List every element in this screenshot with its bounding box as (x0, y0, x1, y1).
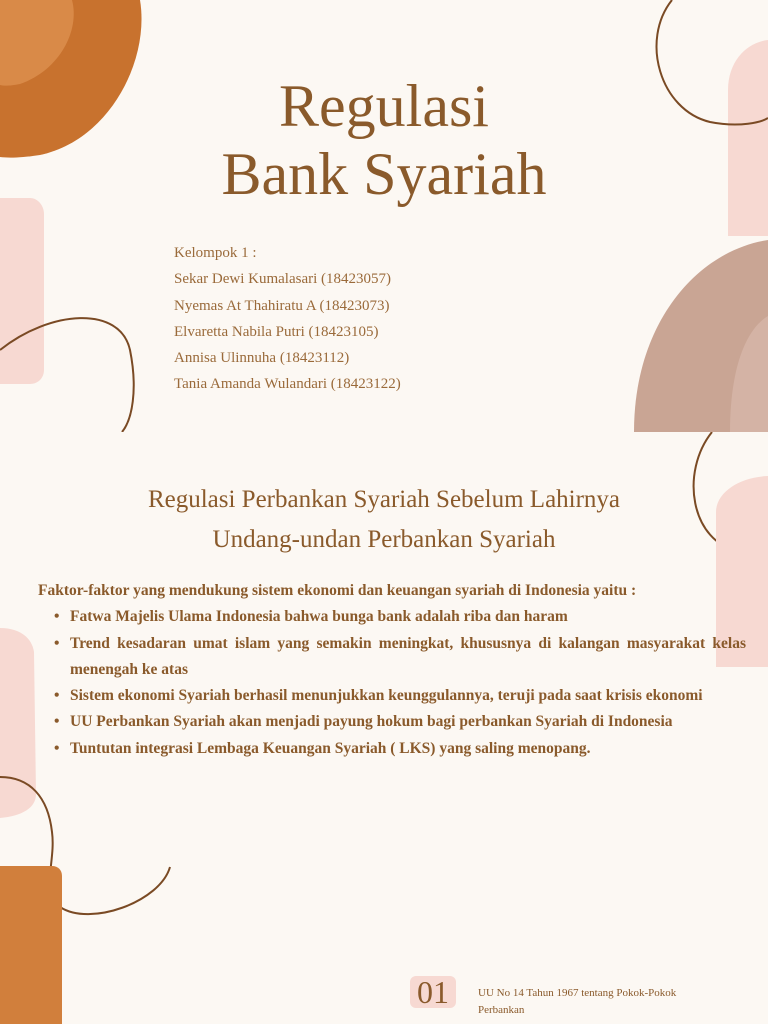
title-line-1: Regulasi (279, 73, 489, 139)
footer-caption: UU No 14 Tahun 1967 tentang Pokok-Pokok Perbankan (478, 987, 677, 1016)
section-heading (0, 480, 768, 560)
member-name: Annisa Ulinnuha (18423112) (174, 350, 350, 367)
heading-line-2: Undang-undan Perbankan Syariah (212, 526, 556, 553)
presentation-title (0, 72, 768, 208)
factors-list (38, 604, 746, 762)
left-pink-arch-shape (0, 198, 44, 384)
orange-block-shape (0, 866, 62, 1024)
member-name: Elvaretta Nabila Putri (18423105) (174, 323, 379, 340)
list-item: • Sistem ekonomi Syariah berhasil menunjukkan keunggulannya, teruji pada saat krisis ekonomi (70, 683, 746, 709)
list-item: • Trend kesadaran umat islam yang semakin meningkat, khususnya di kalangan masyarakat kelas menengah ke atas (70, 631, 746, 684)
group-member-list (174, 240, 401, 398)
title-slide (0, 0, 768, 432)
title-line-2: Bank Syariah (221, 141, 547, 207)
content-slide (0, 432, 768, 1024)
member-name: Nyemas At Thahiratu A (18423073) (174, 297, 390, 314)
member-name: Sekar Dewi Kumalasari (18423057) (174, 271, 392, 288)
list-item: • Tuntutan integrasi Lembaga Keuangan Syariah ( LKS) yang saling menopang. (70, 736, 746, 762)
list-item: • UU Perbankan Syariah akan menjadi payung hokum bagi perbankan Syariah di Indonesia (70, 709, 746, 735)
group-label: Kelompok 1 : (174, 245, 257, 261)
member-name: Tania Amanda Wulandari (18423122) (174, 376, 401, 393)
page-number-badge (408, 972, 458, 1012)
heading-line-1: Regulasi Perbankan Syariah Sebelum Lahirnya (147, 486, 621, 513)
factors-text-block (38, 578, 746, 762)
intro-paragraph: Faktor-faktor yang mendukung sistem ekonomi dan keuangan syariah di Indonesia yaitu : (38, 582, 637, 599)
page-number: 01 (417, 974, 449, 1010)
list-item: • Fatwa Majelis Ulama Indonesia bahwa bunga bank adalah riba dan haram (70, 604, 746, 630)
left-pink-shape (0, 628, 36, 818)
